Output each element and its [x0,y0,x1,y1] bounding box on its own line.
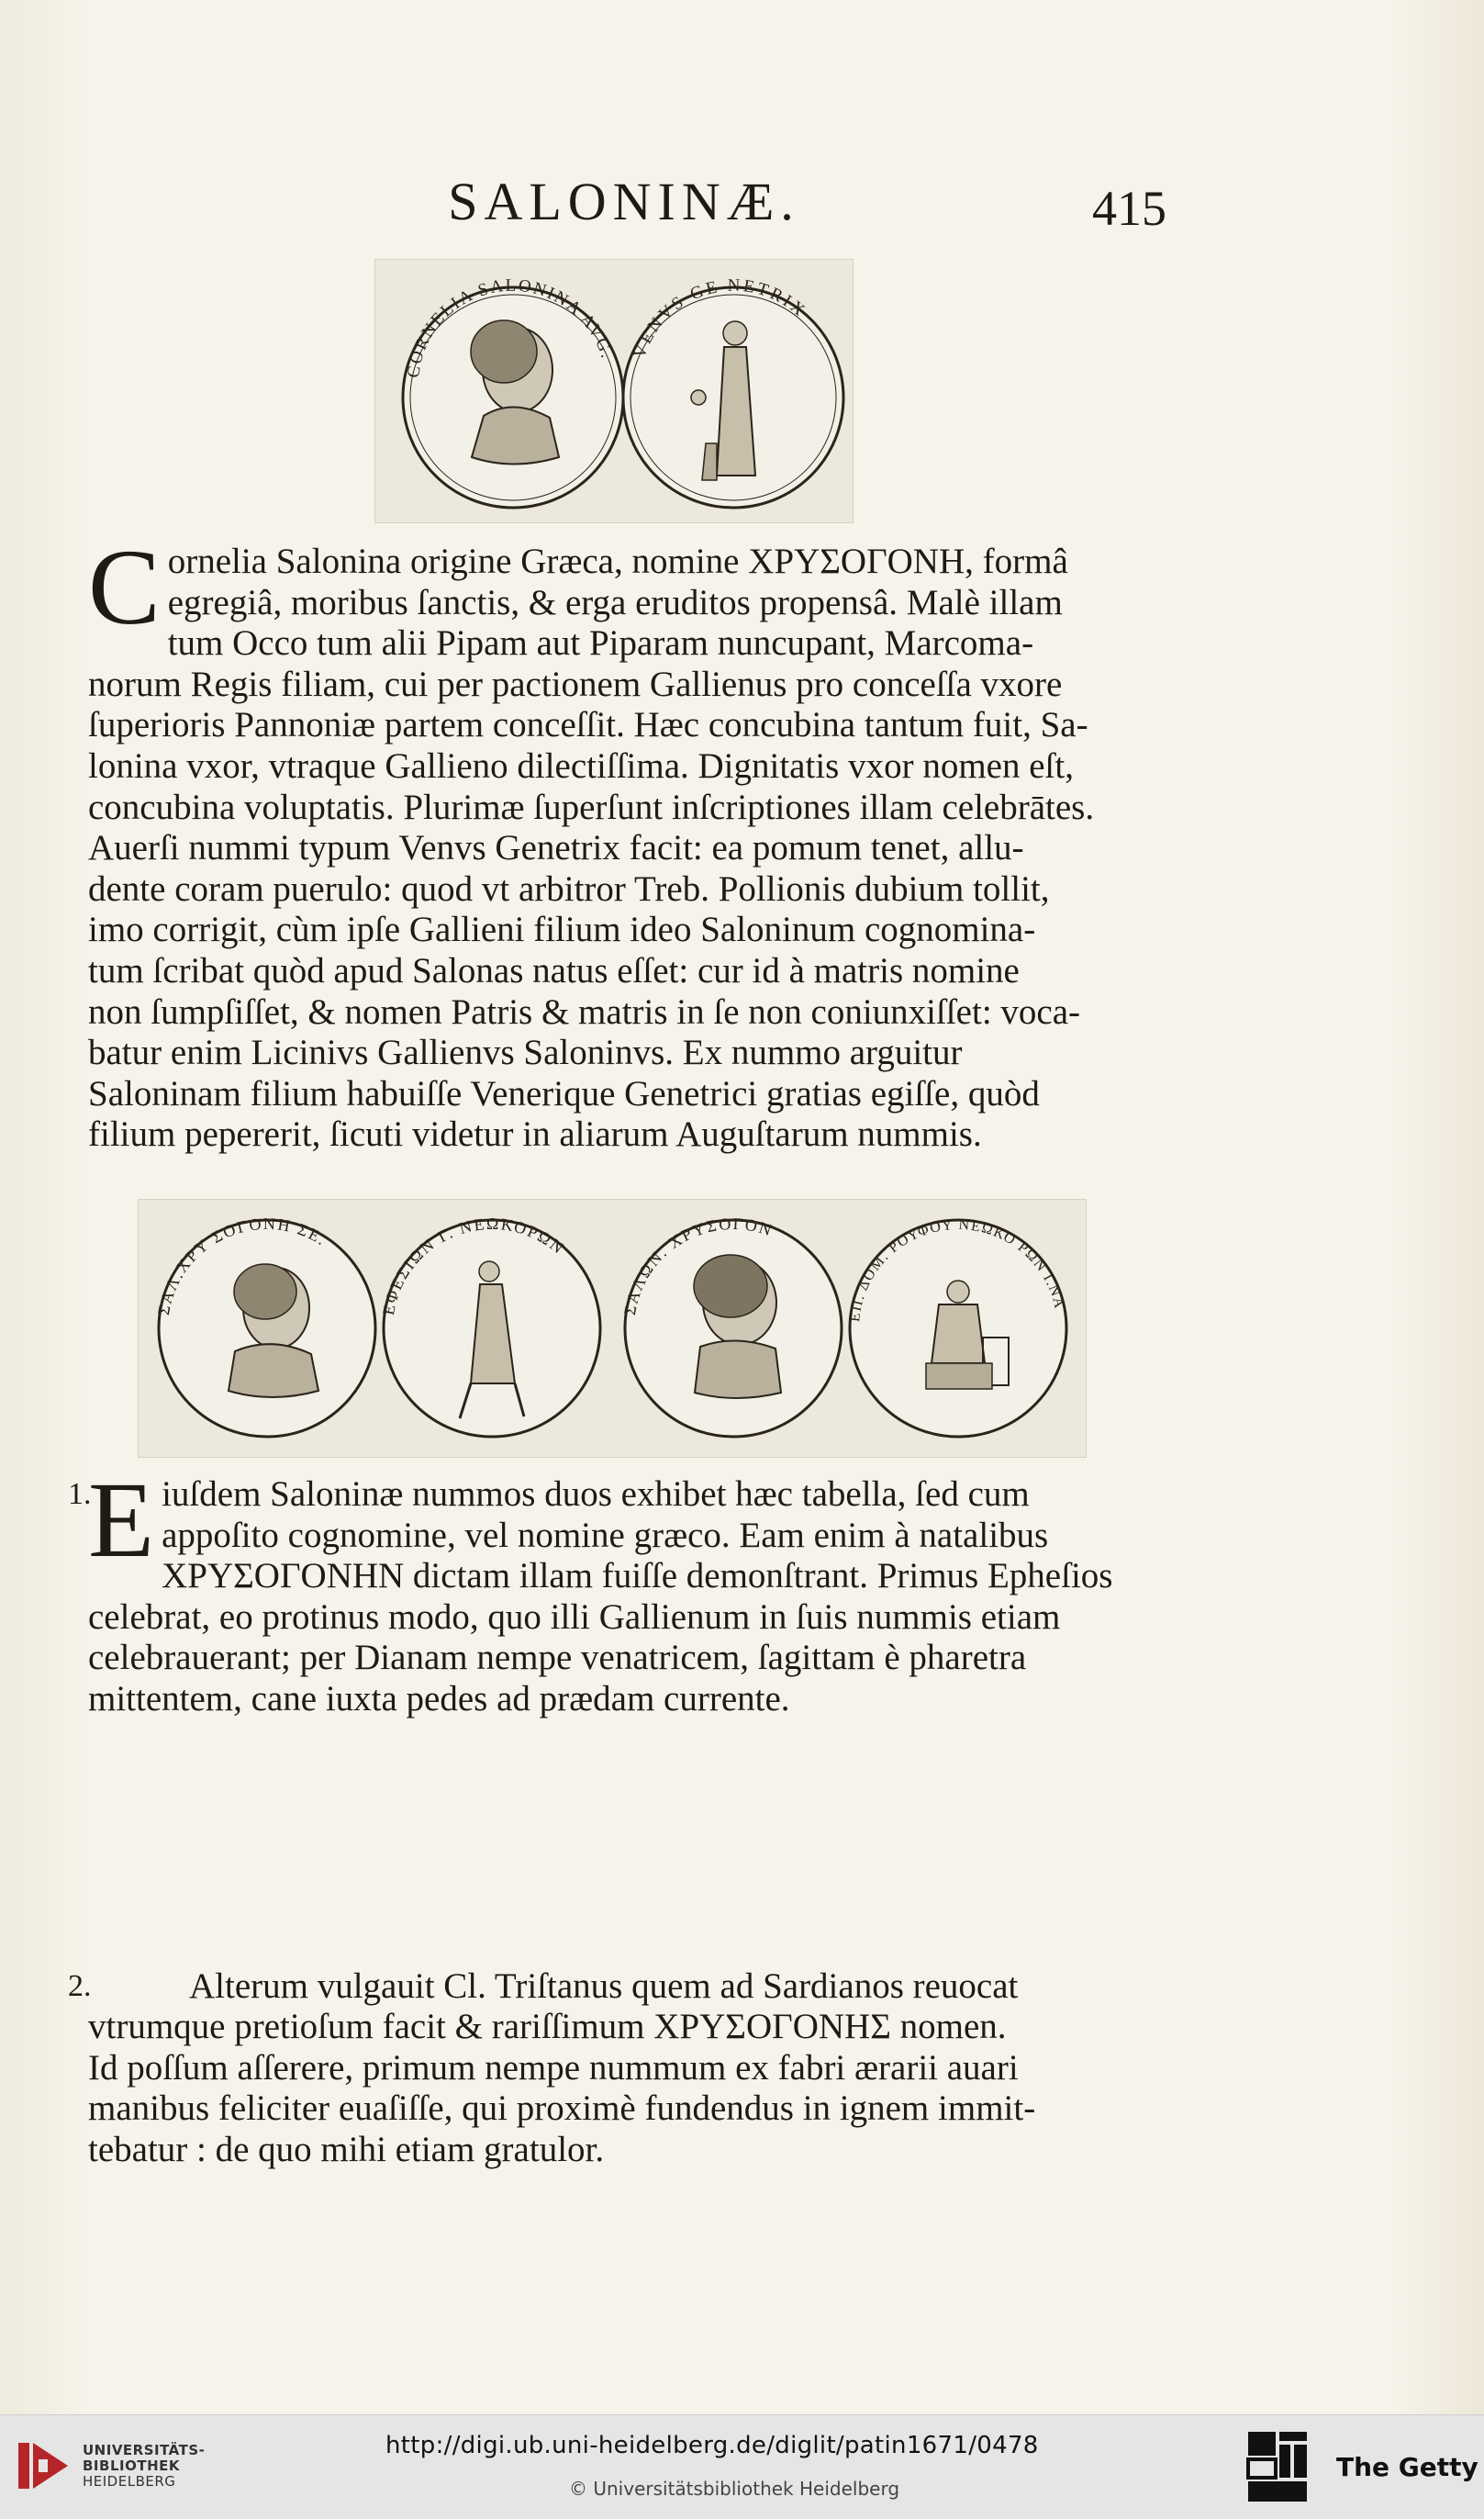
text-line: celebrauerant; per Dianam nempe venatricem, ſagittam è pharetra [88,1638,1027,1678]
coin-legend: ΣΑΛ.ΧΡΥ ΣΟΓΟΝΗ ΣΕ. [153,1214,331,1317]
text-line: iuſdem Saloninæ nummos duos exhibet hæc tabella, ſed cum [162,1474,1030,1514]
footnote-marker: 1. [68,1477,92,1511]
text-line-content: Alterum vulgauit Cl. Triſtanus quem ad Sardianos reuocat [189,1965,1019,2006]
coin-legend: ΕΠ. ΔΟΜ. ΡΟΥΦΟΥ ΝΕΩΚΟ ΡΩΝ Ι.ΝΑ [847,1216,1067,1323]
coin-plate-top [374,259,854,523]
library-name-line: BIBLIOTHEK [83,2457,180,2474]
university-library-logo[interactable] [15,2434,79,2498]
text-line: Auerſi nummi typum Venvs Genetrix facit: ea pomum tenet, allu- [88,828,1024,868]
copyright-notice: © Universitätsbibliothek Heidelberg [569,2478,900,2500]
text-line: tebatur : de quo mihi etiam gratulor. [88,2129,605,2169]
text-line: celebrat, eo protinus modo, quo illi Gallienum in ſuis nummis etiam [88,1596,1061,1637]
coin-1 [154,1215,375,1437]
coin-legend: VENVS GE NETRIX [630,275,810,362]
text-line: egregiâ, moribus ſanctis, & erga eruditos propensâ. Malè illam [167,582,1063,622]
text-line: concubina voluptatis. Plurimæ ſuperſunt inſcriptiones illam celebrātes. [88,787,1095,827]
text-line: lonina vxor, vtraque Gallieno dilectiſſima. Dignitatis vxor nomen eſt, [88,745,1074,786]
footnote-2 [68,1965,1166,2171]
text-line: ΧΡΥΣΟΓΟΝΗΝ dictam illam fuiſſe demonſtrant. Primus Epheſios [162,1556,1113,1596]
library-name-line: HEIDELBERG [83,2473,176,2490]
dropcap: C [88,527,161,647]
permalink-url[interactable]: http://digi.ub.uni-heidelberg.de/diglit/patin1671/0478 [385,2432,1039,2459]
text-line: vtrumque pretioſum facit & rariſſimum ΧΡΥΣΟΓΟΝΗΣ nomen. [88,2007,1007,2047]
text-line: Id poſſum aſſerere, primum nempe nummum ex fabri ærarii auari [88,2047,1019,2088]
text-line: non ſumpſiſſet, & nomen Patris & matris in ſe non coniunxiſſet: voca- [88,991,1081,1032]
coin-reverse-venus [623,276,843,508]
text-line: batur enim Licinivs Gallienvs Saloninvs. Ex nummo arguitur [88,1033,963,1073]
coin-3 [620,1215,842,1437]
footnote-marker: 2. [68,1968,92,2003]
coin-obverse-salonina [403,276,623,508]
coin-legend: CORNELIA SALONINA AVG. [404,275,617,379]
text-line: manibus feliciter euaſiſſe, qui proximè fundendus in ignem immit- [88,2088,1036,2129]
coin-plate-bottom [138,1199,1087,1458]
text-line: Saloninam filium habuiſſe Venerique Genetrici gratias egiſſe, quòd [88,1073,1040,1114]
text-line: mittentem, cane iuxta pedes ad prædam currente. [88,1678,790,1719]
library-name-line: UNIVERSITÄTS- [83,2442,206,2458]
library-name [83,2443,205,2490]
viewer-footer [0,2414,1484,2519]
text-line: ornelia Salonina origine Græca, nomine ΧΡΥΣΟΓΟΝΗ, formâ [167,542,1068,581]
getty-logo[interactable] [1246,2430,1312,2505]
text-line: norum Regis filiam, cui per pactionem Gallienus pro conceſſa vxore [88,664,1063,704]
page-number: 415 [1092,181,1166,236]
coin-2 [379,1215,600,1437]
coin-legend: ΕΦΕΣΙΩΝ Γ. ΝΕΩΚΟΡΩΝ [378,1214,569,1317]
main-paragraph [88,527,1166,1156]
text-line [88,1966,1166,2008]
coin-4 [847,1217,1067,1437]
partner-name: The Getty [1336,2452,1478,2482]
text-line: appoſito cognomine, vel nomine græco. Eam enim à natalibus [162,1515,1049,1555]
text-line: ſuperioris Pannoniæ partem conceſſit. Hæc concubina tantum fuit, Sa- [88,705,1088,745]
text-line: imo corrigit, cùm ipſe Gallieni filium ideo Saloninum cognomina- [88,910,1036,950]
text-line: tum ſcribat quòd apud Salonas natus eſſet: cur id à matris nomine [88,950,1020,991]
coin-legend: ΣΑΛΩΝ. ΧΡΥΣΟΓΟΝ [619,1214,775,1317]
text-line: tum Occo tum alii Pipam aut Piparam nuncupant, Marcoma- [167,623,1034,664]
text-line: filium pepererit, ſicuti videtur in aliarum Auguſtarum nummis. [88,1114,982,1155]
running-head: SALONINÆ. [448,172,800,231]
dropcap: E [88,1460,155,1580]
text-line: dente coram puerulo: quod vt arbitror Treb. Pollionis dubium tollit, [88,868,1050,909]
footnote-1 [68,1460,1166,1720]
